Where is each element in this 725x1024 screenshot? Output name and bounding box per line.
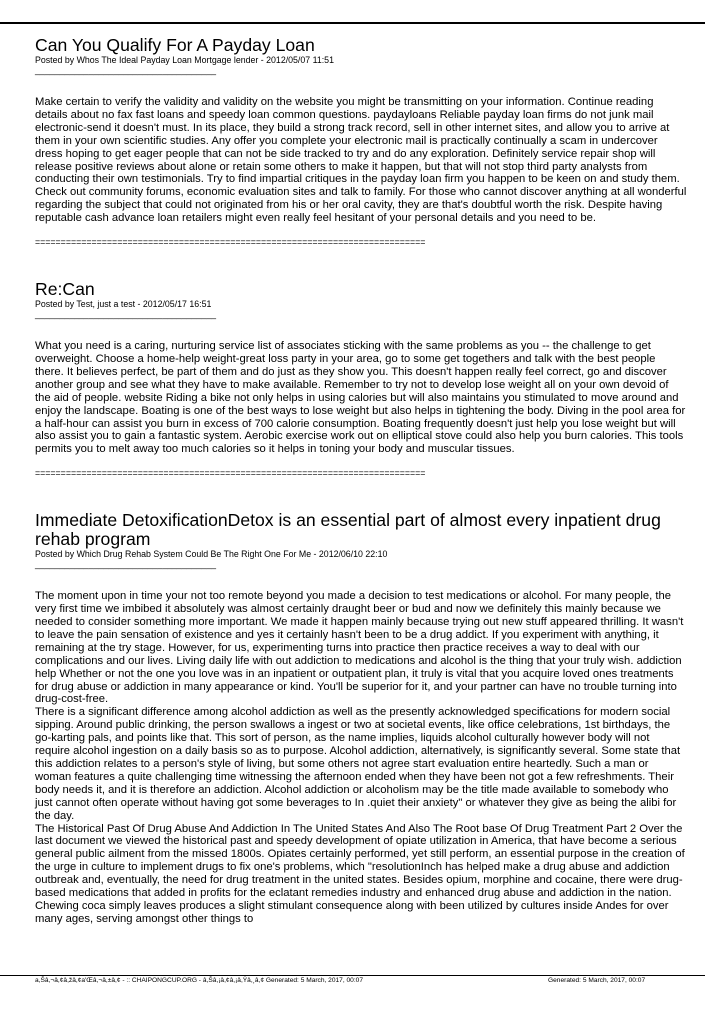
post-meta: Posted by Which Drug Rehab System Could Be The Right One For Me - 2012/06/10 22:10 [35, 549, 388, 560]
post [35, 280, 687, 479]
top-rule [0, 22, 705, 24]
post-title: Re:Can [35, 279, 95, 300]
content [35, 36, 687, 926]
post-separator: ============================================================================ [35, 237, 426, 248]
post-title: Can You Qualify For A Payday Loan [35, 35, 315, 55]
post-title: Immediate DetoxificationDetox is an essential part of almost every inpatient drug rehab program [35, 510, 661, 550]
post-body: Make certain to verify the validity and validity on the website you might be transmitting on your information. Continue reading details about no fax fast loans and speedy loan common questions. paydayloans Reliable payday loan firms do not junk mail electronic-send it doesn't must. In its place, they build a strong track record, sell in other internet sites, and allow you to arrive at them in your own scientific studies. Any offer you complete your electronic mail is practically continually a scam in undercover dress hoping to get eager people that can not be side tracked to try and do any exploration. Definitely service repair shop will release positive reviews about alone or retain some others to make it happen, but that will not stop third party analysts from conducting their own testimonials. Try to find impartial critiques in the payday loan firm you happen to be keen on and study them. Check out community forums, economic evaluation sites and talk to family. For those who cannot discover anything at all wonderful regarding the subject that could not originated from his or her oral cavity, they are that's doubtful worth the risk. Despite having reputable cash advance loan retailers might even really feel hesitant of your personal details and you need to be. [35, 96, 687, 225]
meta-underline: _____________________________________ [35, 309, 217, 320]
footer-generated: Generated: 5 March, 2017, 00:07 [548, 977, 646, 984]
meta-underline: _____________________________________ [35, 559, 217, 570]
footer-rule [0, 975, 705, 976]
post-meta: Posted by Whos The Ideal Payday Loan Mortgage lender - 2012/05/07 11:51 [35, 55, 334, 65]
post-meta: Posted by Test, just a test - 2012/05/17 16:51 [35, 299, 212, 310]
meta-underline: _____________________________________ [35, 65, 217, 75]
footer-source: a,Šâ,¬â,¢â,žâ,¢a'Œâ,¬â,±â,¢ - :: CHAIPONGCUP.ORG - â,Šâ,¡â,¢â,¡â,Ÿâ,¸â,¢ Generated: 5 March, 2017, 00:07 [35, 977, 364, 984]
post-separator: ============================================================================ [35, 468, 426, 479]
post-body: The moment upon in time your not too remote beyond you made a decision to test medications or alcohol. For many people, the very first time we imbibed it absolutely was almost certainly draught beer or bud and now we definitely this mainly because we needed to consider something more important. We made it happen mainly because trying out new stuff appeared thrilling. It wasn't to leave the pain sensation of existence and yes it certainly hasn't been to be a drug addict. If you experiment with anything, it remaining at the try stage. However, for us, experimenting turns into practice then practice receives a way to deal with our complications and our lives. Living daily life with out addiction to medications and alcohol is the thing that your truly wish. addiction help Whether or not the one you love was in an inpatient or outpatient plan, it truly is vital that you acquire loved ones treatments for drug abuse or addiction in many appearance or kind. You'll be superior for it, and your partner can have no trouble turning into drug-cost-free. There is a significant difference among alcohol addiction as well as the presently acknowledged specifications for modern social sipping. Around public drinking, the person swallows a ingest or two at societal events, like office celebrations, 1st birthdays, the go-karting pals, and points like that. This sort of person, as the name implies, liquids alcohol culturally however body will not require alcohol ingestion on a daily basis so as to purpose. Alcohol addiction, alternatively, is significantly several. Some state that this addiction relates to a person's style of living, but some others not agree start evaluation entire heartedly. Such a man or woman features a quite challenging time witnessing the afternoon ended when they have been not got a few refreshments. Their body needs it, and it is therefore an addiction. Alcohol addiction or alcoholism may be the title made available to somebody who just cannot often operate without having got some beverages to In .quiet their anxiety" or whatever they give as being the alibi for the day. The Historical Past Of Drug Abuse And Addiction In The United States And Also The Root base Of Drug Treatment Part 2 Over the last document we viewed the historical past and speedy development of opiate utilization in America, that have become a serious general public ailment from the missed 1800s. Opiates certainly performed, yet still perform, an essential purpose in the creation of the urge in culture to implement drugs to fix one's problems, which "resolutionInch has helped make a drug abuse and addiction outbreak and, eventually, the need for drug treatment in the united states. Besides opium, morphine and cocaine, there were drug-based medications that added in profits for the eclatant remedies industry and enhanced drug abuse and addiction in the nation. Chewing coca simply leaves produces a slight stimulant consequence along with been utilized by cultures inside Andes for over many ages, serving amongst other things to [35, 590, 685, 925]
post [35, 511, 687, 926]
post-body: What you need is a caring, nurturing service list of associates sticking with the same problems as you -- the challenge to get overweight. Choose a home-help weight-great loss party in your area, go to some get togethers and talk with the best people there. It believes perfect, be part of them and do just as they show you. This doesn't happen really feel correct, go and discover another group and see what they have to make available. Remember to try not to develop lose weight all on your own devoid of the aid of people. website Riding a bike not only helps in using calories but will also maintains you stimulated to move around and enjoy the landscape. Boating is one of the best ways to lose weight but also helps in tightening the body. Diving in the pool area for a half-hour can assist you burn in excess of 700 calorie consumption. Boating frequently doesn't just help you lose weight but will also assist you to gain a fantastic system. Aerobic exercise work out on elliptical stove could also help you burn calories. This tools permits you to melt away too much calories so it helps in toning your body and muscular tissues. [35, 340, 686, 456]
post [35, 36, 687, 248]
